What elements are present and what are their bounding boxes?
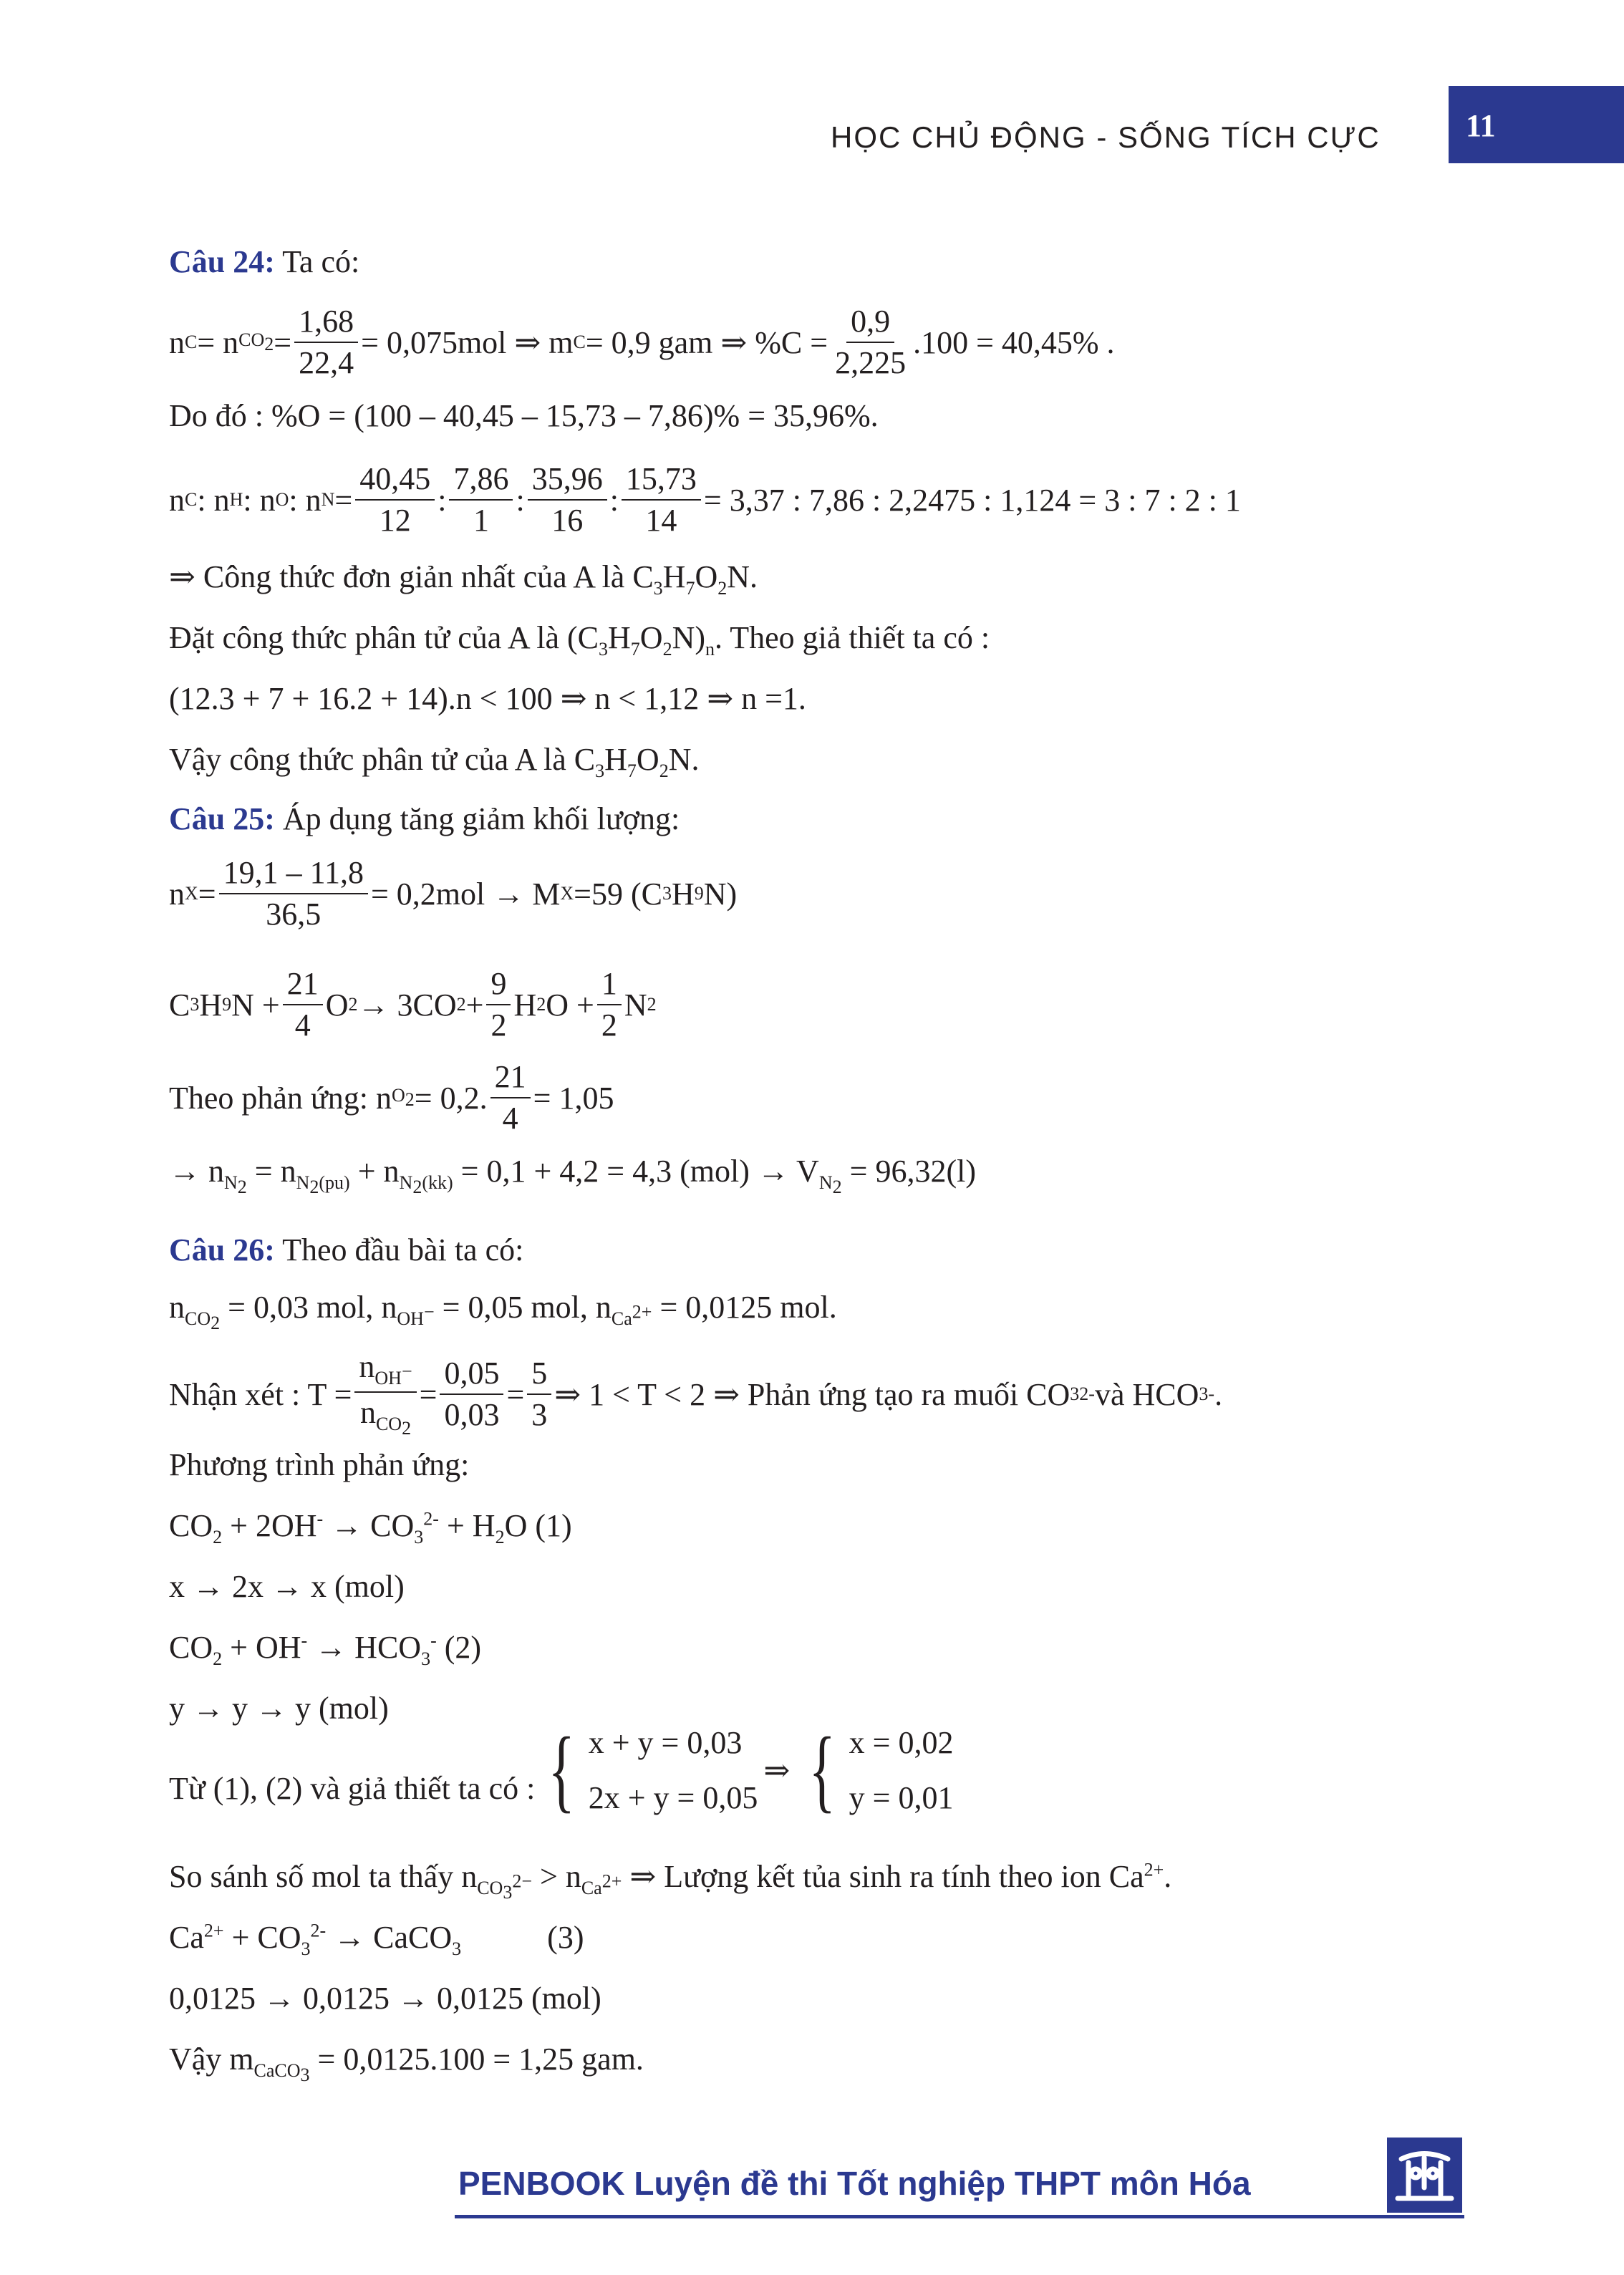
q26-label: Câu 26:: [169, 1232, 275, 1267]
q26-line3: Phương trình phản ứng:: [169, 1447, 470, 1482]
q24-ratio: n C : n H : n O : n N = $\frac{40,45}{12}$ : $\frac{7,86}{1}$ : $\frac{35,96}{16}$ : $\frac{15,73}{14}$ = 3,37 : 7,86 : 2,2475 : 1,124 = 3 : 7 : 2 : 1: [169, 461, 1241, 538]
q26-line1: $n_{CO_2} = 0,03$ mol, $n_{OH^-} = 0,05$ mol, $n_{Ca^{2+}} = 0,0125$ mol.: [169, 1290, 837, 1333]
q24-line4: ⇒ Công thức đơn giản nhất của A là $C_3H_7O_2N$.: [169, 559, 758, 599]
footer-title: PENBOOK Luyện đề thi Tốt nghiệp THPT môn Hóa: [458, 2165, 1251, 2202]
page-number-box: [1449, 86, 1624, 163]
penbook-logo-icon: [1387, 2138, 1462, 2213]
q25-eq1: n X = $\frac{19,1 - 11,8}{36,5}$ = 0,2mol → M X =59 (C 3 H 9 N): [169, 855, 738, 932]
q24-line2: Do đó : %O = (100 – 40,45 – 15,73 – 7,86)% = 35,96%.: [169, 398, 879, 433]
fraction: $\frac{1,68}{22,4}$: [294, 304, 358, 381]
q26-reaction1: $CO_2 + 2OH^- \to CO_3^{2-} + H_2O$ (1): [169, 1508, 572, 1547]
q24-line6: (12.3 + 7 + 16.2 + 14).n < 100 ⇒ n < 1,12 ⇒ n =1.: [169, 681, 806, 716]
q26-heading: [169, 1232, 523, 1268]
q24-intro: Ta có:: [282, 244, 360, 279]
brace-icon: {: [808, 1719, 836, 1822]
q24-heading: [169, 243, 359, 280]
brace-icon: {: [548, 1719, 576, 1822]
q26-compare: So sánh số mol ta thấy $n_{CO_3^{2-}} > n_{Ca^{2+}}$ ⇒ Lượng kết tủa sinh ra tính theo ion $Ca^{2+}$.: [169, 1859, 1172, 1903]
q25-heading: [169, 801, 680, 837]
fraction: $\frac{0,9}{2,225}$: [835, 304, 907, 381]
q24-line7: Vậy công thức phân tử của A là $C_3H_7O_2N$.: [169, 742, 700, 781]
q26-line5: x → 2x → x (mol): [169, 1569, 405, 1604]
q26-system: Từ (1), (2) và giả thiết ta có : { x + y = 0,03 2x + y = 0,05 ⇒ { x = 0,02 y = 0,01: [169, 1719, 954, 1822]
q26-ratio: Nhận xét : T = $\frac{n_{OH^-}}{n_{CO_2}}$ = $\frac{0,05}{0,03}$ = $\frac{5}{3}$ ⇒ 1 < T < 2 ⇒ Phản ứng tạo ra muối CO 3 2- và HCO 3 - .: [169, 1349, 1223, 1439]
q25-eq3: Theo phản ứng: n $O_2$ = 0,2. $\frac{21}{4}$ = 1,05: [169, 1059, 614, 1136]
q26-result: Vậy $m_{CaCO_3} = 0,0125.100 = 1,25$ gam.: [169, 2042, 644, 2085]
q26-reaction2: $CO_2 + OH^- \to HCO_3^-$ (2): [169, 1630, 482, 1669]
q25-label: Câu 25:: [169, 801, 275, 836]
footer-rule: [455, 2215, 1464, 2218]
q25-intro: Áp dụng tăng giảm khối lượng:: [282, 801, 680, 836]
page-number: 11: [1466, 108, 1496, 143]
running-header: HỌC CHỦ ĐỘNG - SỐNG TÍCH CỰC: [831, 120, 1381, 154]
q26-line11: 0,0125 → 0,0125 → 0,0125 (mol): [169, 1981, 601, 2016]
q26-intro: Theo đầu bài ta có:: [282, 1232, 524, 1267]
q24-eq1: n C = n $CO_2$ = $\frac{1,68}{22,4}$ = 0,075mol ⇒ m C = 0,9 gam ⇒ %C = $\frac{0,9}{2,225}$ .100 = 40,45% .: [169, 304, 1115, 381]
q25-reaction: C 3 H 9 N + $\frac{21}{4}$ O 2 → 3CO 2 + $\frac{9}{2}$ H 2 O + $\frac{1}{2}$ N 2: [169, 966, 657, 1043]
q24-line5: Đặt công thức phân tử của A là $(C_3H_7O_2N)_n$. Theo giả thiết ta có :: [169, 620, 990, 660]
q25-eq4: → $n_{N_2} = n_{N_2(pu)} + n_{N_2(kk)} = 0,1 + 4,2 = 4,3$ $(mol) \to V_{N_2} = 96,32(l)$: [169, 1154, 976, 1197]
q26-line7: y → y → y (mol): [169, 1691, 389, 1726]
q24-label: Câu 24:: [169, 244, 275, 279]
q26-reaction3: $Ca^{2+} + CO_3^{2-}$ → CaCO$_3$ (3): [169, 1920, 584, 1959]
